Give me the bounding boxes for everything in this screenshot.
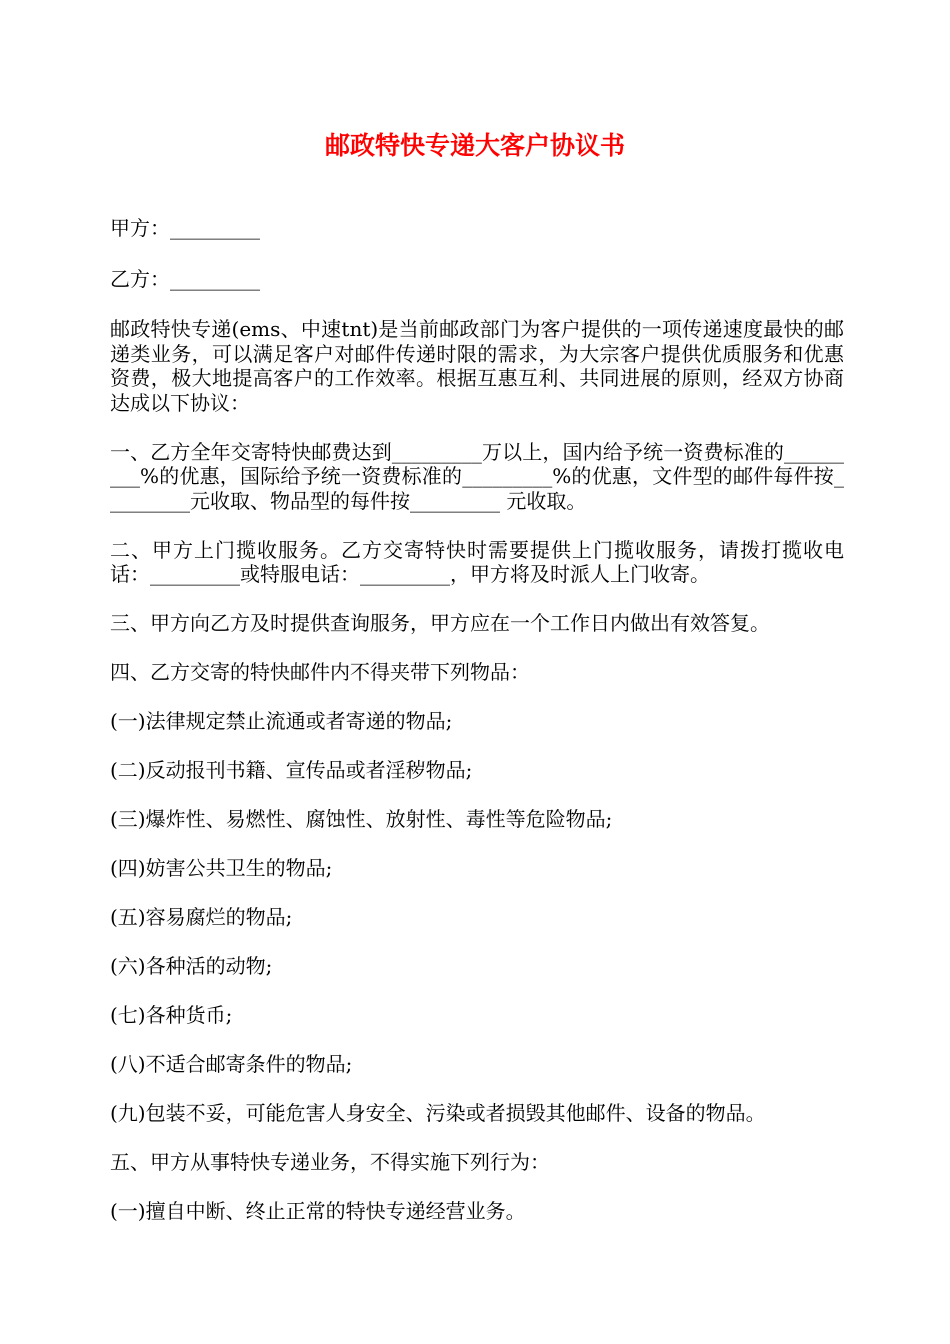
document-title: 邮政特快专递大客户协议书: [324, 131, 625, 160]
party-a-field: 甲方：_________: [110, 216, 260, 240]
clause-4-item-3: (三)爆炸性、易燃性、腐蚀性、放射性、毒性等危险物品;: [110, 807, 613, 831]
clause-4-item-2: (二)反动报刊书籍、宣传品或者淫秽物品;: [110, 758, 473, 782]
clause-4-item-6: (六)各种活的动物;: [110, 954, 273, 978]
document-body: [110, 216, 844, 1248]
party-b-field: 乙方：_________: [110, 266, 260, 291]
clause-4-item-7: (七)各种货币;: [110, 1003, 233, 1027]
clause-4-item-1: (一)法律规定禁止流通或者寄递的物品;: [110, 709, 453, 733]
clause-2: 二、甲方上门揽收服务。乙方交寄特快时需要提供上门揽收服务，请拨打揽收电话：_________或特服电话：_________，甲方将及时派人上门收寄。: [110, 537, 844, 586]
clause-4-item-4: (四)妨害公共卫生的物品;: [110, 856, 333, 880]
clause-4-item-8: (八)不适合邮寄条件的物品;: [110, 1052, 353, 1076]
clause-4-item-9: (九)包装不妥，可能危害人身安全、污染或者损毁其他邮件、设备的物品。: [110, 1101, 766, 1125]
clause-4: 四、乙方交寄的特快邮件内不得夹带下列物品：: [110, 660, 530, 684]
clause-5-item-1: (一)擅自中断、终止正常的特快专递经营业务。: [110, 1199, 526, 1223]
clause-4-item-5: (五)容易腐烂的物品;: [110, 905, 293, 929]
intro-paragraph: 邮政特快专递(ems、中速tnt)是当前邮政部门为客户提供的一项传递速度最快的邮递类业务，可以满足客户对邮件传递时限的需求，为大宗客户提供优质服务和优惠资费，极大地提高客户的工作效率。根据互惠互利、共同进展的原则，经双方协商达成以下协议：: [110, 317, 844, 415]
clause-3: 三、甲方向乙方及时提供查询服务，甲方应在一个工作日内做出有效答复。: [110, 611, 770, 635]
clause-5: 五、甲方从事特快专递业务，不得实施下列行为：: [110, 1150, 550, 1174]
clause-1: 一、乙方全年交寄特快邮费达到_________万以上，国内给予统一资费标准的_________%的优惠，国际给予统一资费标准的_________%的优惠，文件型的邮件每件按_________元收取、物品型的每件按_________ 元收取。: [110, 439, 844, 513]
